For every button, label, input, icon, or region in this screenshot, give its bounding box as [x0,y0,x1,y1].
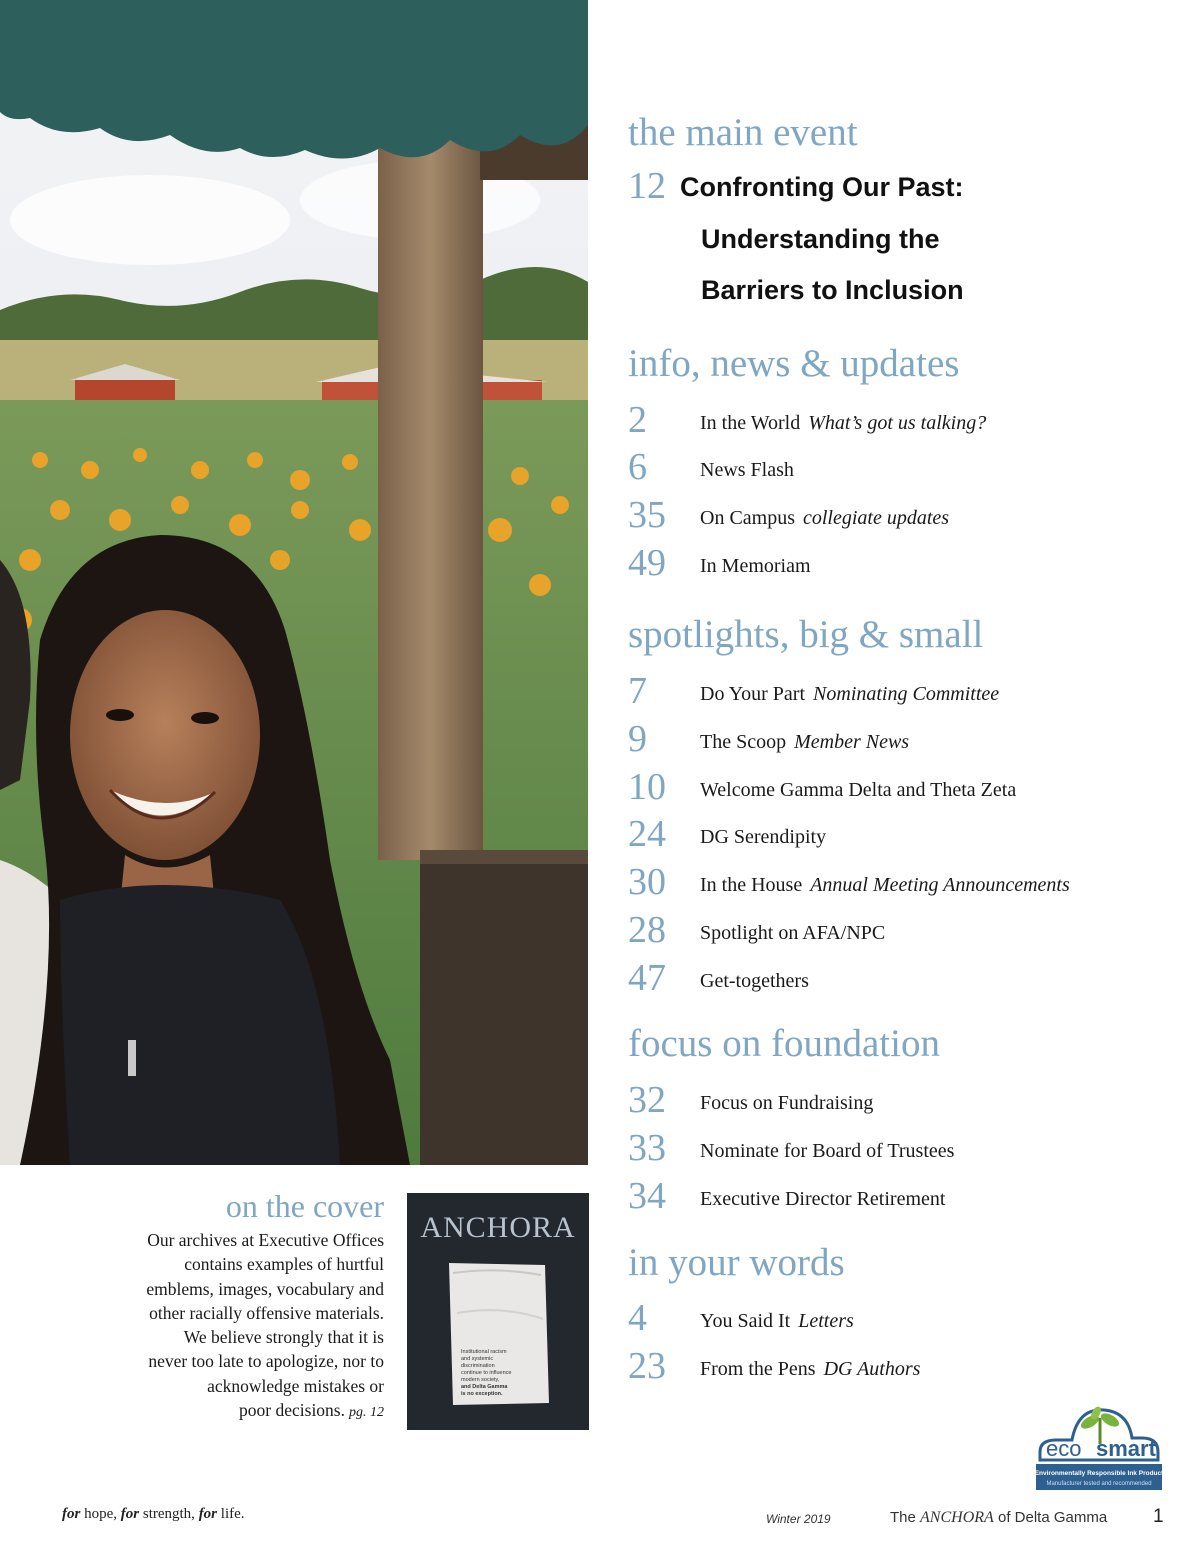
toc-page-number: 2 [628,399,647,441]
main-event-page-number[interactable]: 12 [628,165,666,207]
toc-page-number: 24 [628,813,666,855]
page-number: 1 [1153,1506,1164,1527]
toc-label: Do Your Part [700,683,806,705]
main-event-headline-line-3[interactable]: Barriers to Inclusion [701,275,964,305]
section-title-info-news: info, news & updates [628,342,960,385]
main-event-headline-line-2[interactable]: Understanding the [701,224,940,254]
toc-label: News Flash [700,459,794,481]
toc-label: DG Serendipity [700,826,827,848]
toc-subtitle: Annual Meeting Announcements [810,874,1070,896]
toc-label: Focus on Fundraising [700,1092,874,1114]
toc-label: In Memoriam [700,555,811,577]
svg-text:is no exception.: is no exception. [461,1391,503,1397]
toc-label: Executive Director Retirement [700,1188,946,1210]
cover-page-ref[interactable]: pg. 12 [349,1405,384,1421]
cover-text-line: emblems, images, vocabulary and [146,1278,384,1299]
toc-page-number: 4 [628,1297,647,1339]
cover-text-line: We believe strongly that it is [183,1327,384,1348]
toc-subtitle: Letters [798,1310,854,1332]
ecosmart-badge [1034,1404,1164,1492]
toc-page-number: 49 [628,542,666,584]
toc-page-number: 32 [628,1079,666,1121]
toc-label: In the House [700,874,803,896]
toc-page-number: 47 [628,957,666,999]
toc-label: Nominate for Board of Trustees [700,1140,955,1162]
cover-text-line: other racially offensive materials. [149,1302,384,1323]
footer-season: Winter 2019 [766,1512,831,1526]
toc-page-number: 34 [628,1175,666,1217]
cover-thumbnail[interactable] [407,1193,589,1430]
toc-page-number: 6 [628,446,647,488]
svg-text:Institutional racism: Institutional racism [461,1349,507,1355]
cover-text-line: contains examples of hurtful [184,1254,384,1275]
cover-text-line: acknowledge mistakes or [207,1375,384,1396]
toc-page-number: 30 [628,861,666,903]
cover-photo [0,0,588,1165]
toc-label: You Said It [700,1310,791,1332]
cover-text-line: poor decisions. [239,1400,345,1421]
toc-label: Get-togethers [700,970,809,992]
svg-text:discrimination: discrimination [461,1363,495,1369]
section-title-foundation: focus on foundation [628,1022,940,1065]
cover-text-line: Our archives at Executive Offices [147,1230,384,1250]
toc-subtitle: Nominating Committee [813,683,1000,705]
thumbnail-title: ANCHORA [420,1211,576,1244]
cover-description [100,1228,384,1425]
svg-text:continue to influence: continue to influence [461,1370,512,1376]
toc-label: In the World [700,412,801,434]
toc-label: On Campus [700,507,795,529]
toc-label: The Scoop [700,731,787,753]
smart-text: smart [1096,1436,1156,1461]
cover-text-line: never too late to apologize, nor to [148,1351,384,1372]
svg-text:and Delta Gamma: and Delta Gamma [461,1384,508,1390]
svg-text:Manufacturer tested and recomm: Manufacturer tested and recommended [1046,1481,1152,1487]
toc-subtitle: DG Authors [823,1358,921,1380]
eco-text: eco [1046,1436,1082,1461]
svg-text:and systemic: and systemic [461,1356,494,1362]
svg-text:modern society,: modern society, [461,1377,500,1383]
section-title-in-your-words: in your words [628,1241,845,1284]
toc-page-number: 9 [628,718,647,760]
section-title-main-event: the main event [628,111,858,154]
cover-heading: on the cover [225,1188,384,1224]
toc-label: Spotlight on AFA/NPC [700,922,886,944]
toc-subtitle: What’s got us talking? [808,412,987,434]
toc-subtitle: Member News [794,731,910,753]
toc-page-number: 33 [628,1127,666,1169]
toc-page-number: 28 [628,909,666,951]
toc-subtitle: collegiate updates [803,507,950,529]
svg-text:Environmentally Responsible In: Environmentally Responsible Ink Product [1034,1470,1164,1477]
toc-page-number: 10 [628,766,666,808]
section-title-spotlights: spotlights, big & small [628,613,984,656]
toc-page-number: 35 [628,494,666,536]
toc-label: From the Pens [700,1358,816,1380]
footer-motto: for hope, for strength, for life. [62,1506,245,1522]
main-event-headline-line-1[interactable]: Confronting Our Past: [680,172,964,202]
footer-magazine-title: The ANCHORA of Delta Gamma [890,1509,1108,1526]
toc-label: Welcome Gamma Delta and Theta Zeta [700,779,1017,801]
toc-page-number: 23 [628,1345,666,1387]
toc-page-number: 7 [628,670,647,712]
